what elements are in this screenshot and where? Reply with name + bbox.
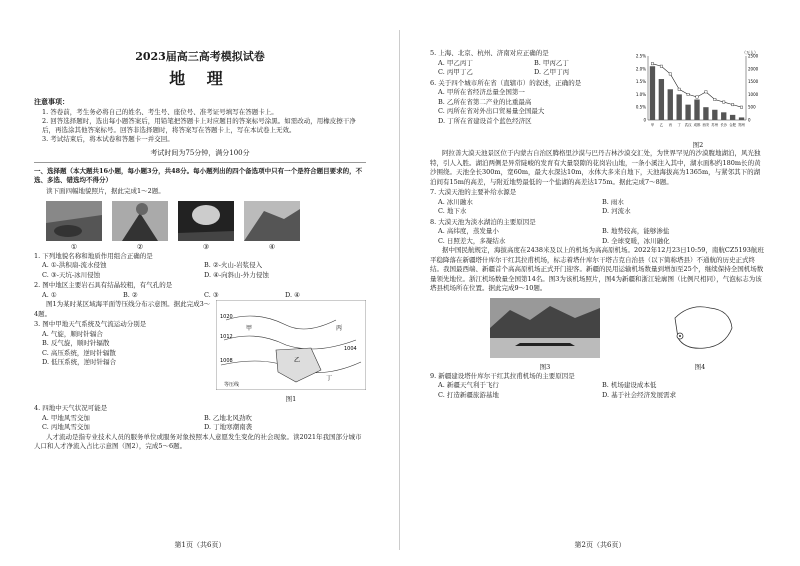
x-tick-label: 长沙 (720, 123, 728, 127)
q9-option-d: D. 基于社会经济发展需求 (602, 390, 677, 399)
question-3: 3. 图中甲地天气系统及气流运动分别是 (34, 320, 147, 328)
line-point (696, 96, 698, 98)
line-point (651, 62, 653, 64)
bar (694, 100, 699, 120)
figure-4-outline-map (660, 298, 740, 358)
figure-4-caption: 图4 (694, 362, 706, 371)
q4-option-d: D. 丁地寒潮南袭 (204, 423, 253, 431)
q4-option-c: C. 丙地风雪交加 (42, 423, 90, 431)
x-tick-label: 合肥 (729, 123, 737, 127)
line-point (678, 88, 680, 90)
q8-option-a: A. 高纬度，蒸发量小 (438, 227, 499, 235)
divider-line (34, 162, 366, 163)
q8-option-c: C. 日照差大，多凝结水 (438, 236, 506, 245)
note-1: 1. 答卷前，考生务必将自己的姓名、考生号、座位号、准考证号填写在答题卡上。 (42, 108, 278, 116)
bar (677, 94, 682, 120)
exam-title: 2023届高三高考模拟试卷 (135, 50, 265, 63)
bar (668, 89, 673, 120)
question-8: 8. 大漠天池为淡水湖泊的主要原因是 (430, 217, 536, 226)
x-tick-label: 甲 (650, 123, 655, 127)
figure-1-isobar-map (216, 300, 366, 390)
figure-2-caption: 图2 (692, 141, 704, 149)
q7-option-d: D. 河流水 (602, 207, 631, 215)
bar (685, 105, 690, 120)
bar (650, 66, 655, 120)
y-tick-label-right: 0 (748, 117, 751, 123)
question-4: 4. 四地中天气状况可能是 (34, 404, 108, 412)
bar (730, 115, 735, 120)
line-point (660, 65, 662, 67)
question-2: 2. 图中地区主要岩石具有结晶较粗，有气孔的是 (34, 281, 173, 289)
q8-option-d: D. 全球变暖，冰川融化 (602, 236, 670, 245)
question-1: 1. 下列地貌名称和地质作用组合正确的是 (34, 251, 153, 260)
fig1-isobar-1004: 1004 (344, 346, 357, 352)
fig1-isobar-1020: 1020 (220, 314, 233, 320)
bar (739, 117, 744, 120)
intro-q5-6: 人才流动是指专业技术人员的服务单位或服务对象按照本人意愿发生变化的社会现象。读2021年我国部分城市人口和人才净流入占比示意图（图2），完成5～6题。 (34, 432, 362, 450)
question-5: 5. 上海、北京、杭州、济南对应正确的是 (430, 49, 549, 57)
intro-q7-8: 阿拉善大漠天池景区位于内蒙古自治区腾格里沙漠与巴丹吉林沙漠交汇处，为世界罕见的沙漠腹地湖泊，风光独特，引人入胜。湖泊两侧是异常陡峻的发育有大量裂隙的花岗岩山地，一条小溪注入其中，湖水面积约180m长的黄沙围绕。天池全长300m，宽60m，最大水深达10m，水体大多来自地下，天池海拔高为1365m，与紧邻其下的湖泊间有15m的高差，与附近地势最低的一个盐湖的高差达175m。据此完成7～8题。 (430, 149, 761, 186)
q5-option-b: B. 甲丙乙丁 (534, 58, 569, 67)
q6-option-b: B. 乙所在省第二产业的比重最高 (438, 97, 532, 106)
y-tick-label-right: 2500 (748, 53, 759, 59)
intro-q1-2: 读下面四幅地貌照片，据此完成1～2题。 (46, 187, 165, 195)
fig1-isobar-1012: 1012 (220, 334, 233, 340)
line-point (705, 91, 707, 93)
q1-option-d: D. ④-向斜山-外力侵蚀 (204, 270, 269, 279)
photo-label-1: ① (70, 242, 78, 251)
q6-option-c: C. 丙所在省对外出口贸易量全国最大 (438, 107, 545, 115)
bar (712, 110, 717, 120)
fig1-label-yi: 乙 (294, 357, 301, 364)
q5-option-a: A. 甲乙丙丁 (438, 58, 473, 67)
page-footer-left: 第1页（共6页） (174, 541, 226, 549)
intro-q3-4: 图1为某时某区域海平面等压线分布示意图。据此完成3～4题。 (34, 300, 211, 318)
fig1-label-bing: 丙 (336, 325, 343, 332)
x-tick-label: 苏州 (711, 123, 719, 127)
q5-option-c: C. 丙甲丁乙 (438, 68, 473, 76)
question-9: 9. 新疆建设塔什库尔干红其拉甫机场的主要原因是 (430, 371, 575, 380)
line-point (723, 101, 725, 103)
y-tick-label-left: 2.5% (635, 53, 646, 59)
q7-option-c: C. 地下水 (438, 207, 467, 215)
photo-volcano (112, 201, 168, 241)
question-6: 6. 关于四个城市所在省（直辖市）的叙述，正确的是 (430, 78, 582, 87)
note-3: 3. 考试结束后，将本试卷和答题卡一并交回。 (42, 135, 174, 143)
question-7: 7. 大漠天池的主要补给水源是 (430, 188, 517, 196)
y-tick-label-right: 1000 (748, 91, 759, 97)
x-tick-label: 丙 (668, 123, 672, 127)
bar (721, 112, 726, 120)
q6-option-d: D. 丁所在省建设首个蓝色经济区 (438, 116, 532, 125)
section-heading: 一、选择题（本大题共16小题，每小题3分，共48分。每小题列出的四个备选项中只有一个是符合题目要求的，不选、多选、错选均不得分） (34, 167, 363, 184)
q9-option-c: C. 打造新疆旅游基地 (438, 390, 499, 399)
line-point (740, 106, 742, 108)
q7-option-b: B. 雨水 (602, 197, 624, 206)
line-point (731, 103, 733, 105)
q9-option-a: A. 新疆天气利于飞行 (438, 381, 499, 389)
page-right (400, 0, 800, 566)
q2-option-c: C. ③ (204, 290, 219, 299)
q3-option-c: C. 高压系统，逆时针辐散 (42, 348, 116, 357)
figure-2-chart (630, 48, 766, 136)
y-tick-label-left: 1.5% (635, 79, 646, 85)
x-tick-label: 西安 (702, 123, 710, 127)
fig1-label-jia: 甲 (246, 325, 253, 332)
landform-photos (46, 201, 366, 241)
figure-1-caption: 图1 (285, 395, 297, 403)
q2-option-d: D. ④ (285, 290, 300, 299)
intro-q9-10: 据中国民航规定，海拔高度在2438米及以上的机场为高高原机场。2022年12月23日10:59，南航CZ5193航班平稳降落在新疆塔什库尔干红其拉甫机场，标志着塔什库尔干塔吉克自治县（以下简称塔县）不通航的历史正式终结。我国最西端、新疆首个高高原机场正式开门迎客。新疆的民用运输机场数量到增加至25个，继续保持全国机场数量领先地位。浙江机场数量全国第14名。图3为该机场照片，图4为新疆和浙江轮廓图（比例尺相同），气泡标志为该塔县机场所在位置。据此完成9～10题。 (430, 246, 764, 292)
q6-option-a: A. 甲所在省经济总量全国第一 (438, 88, 525, 96)
notes-heading: 注意事项： (34, 97, 69, 106)
x-tick-label: 武汉 (684, 123, 692, 127)
photo-label-4: ④ (268, 242, 276, 251)
fig1-isobar-1008: 1008 (220, 358, 233, 364)
q3-option-b: B. 反气旋，顺时针辐散 (42, 339, 110, 347)
figure-3-caption: 图3 (539, 362, 551, 371)
y-tick-label-right: 1500 (748, 79, 759, 85)
q1-option-c: C. ③-天坑-冰川侵蚀 (42, 270, 101, 279)
photo-label-2: ② (136, 242, 144, 251)
line-point (687, 93, 689, 95)
figure-3-airport-photo (490, 298, 600, 358)
y-tick-label-left: 2.0% (635, 66, 646, 72)
fig1-label-ding: 丁 (326, 375, 333, 382)
page-footer-right: 第2页（共6页） (574, 541, 626, 549)
q7-option-a: A. 冰川融水 (438, 197, 473, 206)
line-point (669, 73, 671, 75)
y-tick-label-left: 0 (643, 117, 646, 123)
fig1-legend-isobar: 等压线 (224, 382, 240, 388)
x-tick-label: 乙 (659, 123, 664, 127)
photo-syncline-mountain (244, 201, 300, 241)
y-tick-label-right: 500 (748, 104, 756, 110)
q4-option-b: B. 乙地北风劲吹 (204, 413, 252, 422)
photo-sinkhole (178, 201, 234, 241)
q3-option-a: A. 气旋，顺时针辐合 (42, 329, 103, 338)
q1-option-b: B. ②-火山-岩浆侵入 (204, 261, 263, 269)
exam-subject: 地 理 (169, 69, 231, 88)
y-tick-label-left: 0.5% (635, 104, 646, 110)
q2-option-b: B. ② (123, 290, 138, 299)
q1-option-a: A. ①-洪积扇-流水侵蚀 (42, 261, 107, 269)
bar (659, 79, 664, 120)
x-tick-label: 丁 (677, 123, 681, 127)
q3-option-d: D. 低压系统，逆时针辐合 (42, 358, 117, 366)
time-info: 考试时间为75分钟，满分100分 (150, 149, 250, 157)
q2-option-a: A. ① (42, 290, 57, 299)
bar (703, 107, 708, 120)
note-2: 2. 回答选择题时，选出每小题答案后，用铅笔把答题卡上对应题目的答案标号涂黑。如需改动，用橡皮擦干净后，再选涂其他答案标号。回答非选择题时，将答案写在答题卡上，写在本试卷上无效。 (42, 117, 356, 134)
q8-option-b: B. 地势较高，能够渗盐 (602, 227, 670, 235)
q5-option-d: D. 乙甲丁丙 (534, 68, 570, 76)
photo-label-3: ③ (202, 242, 210, 251)
q9-option-b: B. 机场建设成本低 (602, 381, 657, 389)
y-tick-label-left: 1.0% (635, 91, 646, 97)
x-tick-label: 郑州 (738, 123, 745, 127)
y-tick-label-right: 2000 (748, 66, 759, 72)
x-tick-label: 成都 (693, 123, 701, 127)
line-point (714, 98, 716, 100)
q4-option-a: A. 甲地风雪交加 (42, 413, 90, 422)
photo-alluvial-fan (46, 201, 102, 241)
y2-axis-unit: （万人） (742, 50, 758, 55)
